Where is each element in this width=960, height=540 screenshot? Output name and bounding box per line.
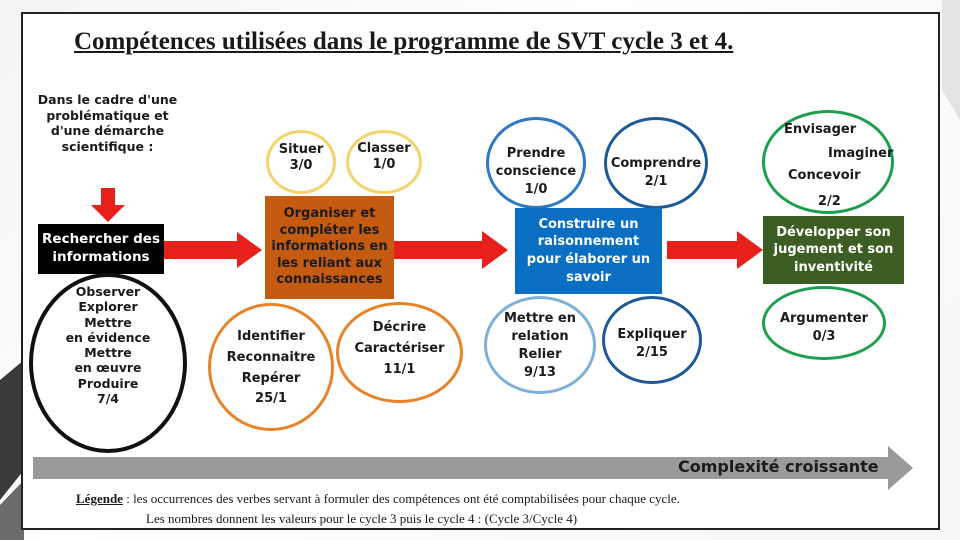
- verb: Mettre: [84, 345, 132, 360]
- verb: Argumenter: [779, 311, 869, 326]
- diagram-title: Compétences utilisées dans le programme de SVT cycle 3 et 4.: [74, 28, 734, 55]
- count: 11/1: [383, 361, 416, 377]
- verb: Repérer: [241, 370, 301, 386]
- box-line: compléter les: [279, 222, 380, 238]
- right-arrow-3: [667, 231, 763, 269]
- verb: Classer: [357, 141, 411, 156]
- legend-text-1: : les occurrences des verbes servant à formuler des compétences ont été comptabilisées pour chaque cycle.: [122, 491, 680, 506]
- verb: Expliquer: [617, 327, 687, 342]
- legend-label: Légende: [76, 491, 123, 506]
- verb: en œuvre: [74, 360, 142, 376]
- axis-label: Complexité croissante: [678, 457, 879, 476]
- circle-observer-text: [40, 284, 176, 406]
- box-line: raisonnement: [537, 234, 640, 250]
- box-line: Organiser et: [283, 205, 376, 221]
- circle-situer-text: [266, 142, 336, 175]
- box-line: informations en: [271, 239, 388, 255]
- verb: Caractériser: [354, 340, 445, 356]
- count: 1/0: [372, 157, 396, 173]
- down-arrow: [91, 188, 125, 222]
- circle-comprendre-text: [604, 155, 708, 191]
- count: 1/0: [524, 182, 548, 198]
- verb-concevoir: Concevoir: [788, 168, 861, 183]
- intro-line: Dans le cadre d'une: [37, 92, 178, 107]
- circle-decrire-text: [336, 318, 463, 380]
- box-construire-raisonnement: [515, 208, 662, 294]
- verb: Relier: [518, 346, 562, 362]
- box-line: Construire un: [538, 216, 639, 232]
- circle-prendre-text: [486, 145, 586, 200]
- verb: Mettre: [84, 314, 132, 330]
- circle-expliquer-text: [602, 326, 702, 362]
- count: 3/0: [289, 158, 313, 174]
- box-line: pour élaborer un: [526, 252, 651, 267]
- count: 9/13: [524, 364, 556, 380]
- intro-line: d'une démarche: [50, 123, 165, 139]
- count: 25/1: [255, 391, 287, 407]
- verb: conscience: [495, 164, 577, 180]
- verb: Explorer: [78, 299, 138, 315]
- verb: en évidence: [65, 329, 151, 345]
- box-line: Rechercher des: [42, 231, 160, 248]
- circle-classer-text: [346, 141, 422, 174]
- circle-relation-text: [484, 310, 596, 382]
- verb: Observer: [75, 284, 141, 299]
- right-arrow-1: [164, 232, 262, 268]
- box-line: savoir: [566, 269, 611, 285]
- verb: Décrire: [372, 320, 427, 335]
- count: 7/4: [97, 390, 119, 406]
- count: 0/3: [812, 329, 836, 345]
- legend-line-2: Les nombres donnent les valeurs pour le cycle 3 puis le cycle 4 : (Cycle 3/Cycle 4): [146, 511, 578, 526]
- box-line: Développer son: [776, 224, 891, 240]
- count-envisager: 2/2: [818, 194, 841, 209]
- verb-imaginer: Imaginer: [828, 146, 894, 161]
- box-line: informations: [52, 249, 150, 265]
- box-organiser-informations: [265, 196, 394, 299]
- count: 2/15: [636, 344, 668, 360]
- box-rechercher-informations: [38, 224, 164, 274]
- box-line: les reliant aux: [277, 255, 382, 271]
- verb: Situer: [278, 142, 324, 157]
- box-line: inventivité: [794, 259, 873, 275]
- verb: Comprendre: [610, 156, 702, 171]
- intro-line: problématique et: [46, 107, 169, 123]
- count: 2/1: [644, 174, 668, 190]
- verb: Identifier: [237, 329, 305, 344]
- verb: Prendre: [506, 146, 566, 161]
- verb: Produire: [77, 375, 139, 391]
- verb-envisager: Envisager: [784, 122, 857, 137]
- verb: Mettre en: [503, 311, 576, 326]
- box-developper-jugement: [763, 216, 904, 284]
- intro-line: scientifique :: [61, 138, 154, 154]
- verb: Reconnaitre: [226, 349, 316, 365]
- circle-argumenter-text: [762, 310, 886, 346]
- verb: relation: [511, 328, 569, 344]
- box-line: connaissances: [276, 272, 383, 288]
- right-arrow-2: [393, 231, 508, 269]
- legend-line-1: [76, 491, 680, 507]
- box-line: jugement et son: [773, 242, 894, 258]
- circle-identifier-text: [208, 327, 334, 410]
